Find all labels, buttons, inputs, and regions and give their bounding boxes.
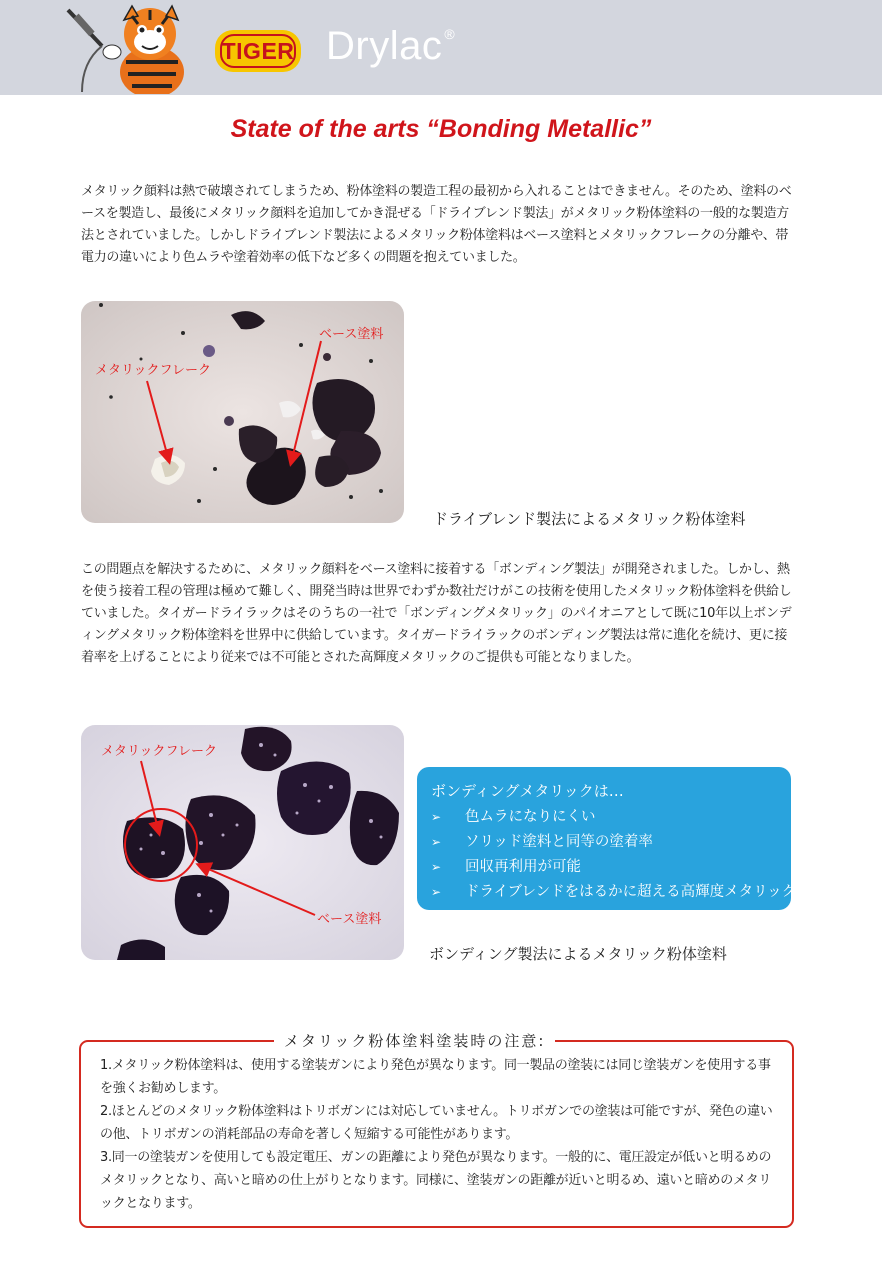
intro-paragraph: メタリック顔料は熱で破壊されてしまうため、粉体塗料の製造工程の最初から入れることはできません。そのため、塗料のベースを製造し、最後にメタリック顔料を追加してかき混ぜる「ドライブレンド製法」がメタリック粉体塗料の一般的な製造方法とされていました。しかしドライブレンド製法によるメタリック粉体塗料はベース塗料とメタリックフレークの分離や、帯電力の違いにより色ムラや塗着効率の低下など多くの問題を抱えていました。 (81, 184, 792, 265)
arrow-bullet-icon: ➢ (431, 835, 442, 849)
benefit-item (431, 805, 796, 830)
tiger-logo (214, 29, 302, 73)
arrow-bullet-icon: ➢ (431, 860, 442, 874)
benefit-item (431, 855, 796, 880)
arrow-bullet-icon: ➢ (431, 810, 442, 824)
benefit-text: ソリッド塗料と同等の塗着率 (465, 834, 653, 850)
notice-item: 2.ほとんどのメタリック粉体塗料はトリボガンには対応していません。トリボガンでの塗装は可能ですが、発色の違いの他、トリボガンの消耗部品の寿命を著しく短縮する可能性があります。 (100, 1104, 773, 1142)
registered-mark: ® (444, 25, 456, 42)
notice-item: 1.メタリック粉体塗料は、使用する塗装ガンにより発色が異なります。同一製品の塗装には同じ塗装ガンを使用する事を強くお勧めします。 (100, 1058, 771, 1096)
benefit-text: ドライブレンドをはるかに超える高輝度メタリック (465, 884, 797, 900)
bonding-micrograph (81, 725, 404, 960)
base-coat-label-1: ベース塗料 (319, 326, 384, 341)
page-title: State of the arts “Bonding Metallic” (230, 115, 652, 143)
brand-text: Drylac (326, 24, 443, 68)
header-banner (0, 0, 882, 95)
benefits-title: ボンディングメタリックは… (431, 782, 624, 800)
brand-name (326, 24, 455, 69)
benefits-box (417, 767, 797, 910)
metallic-flake-label-1: メタリックフレーク (95, 362, 211, 377)
bonding-caption: ボンディング製法によるメタリック粉体塗料 (429, 945, 727, 963)
bonding-paragraph: この問題点を解決するために、メタリック顔料をベース塗料に接着する「ボンディング製法」が開発されました。しかし、熱を使う接着工程の管理は極めて難しく、開発当時は世界でわずか数社だけがこの技術を使用したメタリック粉体塗料を供給していました。タイガードライラックはそのうちの一社で「ボンディングメタリック」のパイオニアとして既に10年以上ボンディングメタリック粉体塗料を世界中に供給しています。タイガードライラックのボンディング製法は常に進化を続け、更に接着率を上げることにより従来では不可能とされた高輝度メタリックのご提供も可能となりました。 (81, 562, 792, 665)
arrow-bullet-icon: ➢ (431, 885, 442, 899)
benefit-text: 回収再利用が可能 (465, 859, 581, 875)
dry-blend-caption: ドライブレンド製法によるメタリック粉体塗料 (433, 510, 746, 528)
notice-list (100, 1054, 780, 1215)
notice-title: メタリック粉体塗料塗装時の注意: (274, 1030, 555, 1051)
notice-item: 3.同一の塗装ガンを使用しても設定電圧、ガンの距離により発色が異なります。一般的に、電圧設定が低いと明るめのメタリックとなり、高いと暗めの仕上がりとなります。同様に、塗装ガンの距離が近いと明るめ、遠いと暗めのメタリックとなります。 (100, 1150, 772, 1211)
tiger-logo-text: TIGER (221, 38, 295, 64)
benefit-item (431, 880, 796, 905)
benefit-text: 色ムラになりにくい (465, 809, 596, 825)
metallic-flake-label-2: メタリックフレーク (101, 743, 217, 758)
base-coat-label-2: ベース塗料 (317, 911, 382, 926)
benefits-list (431, 805, 796, 905)
tiger-mascot-icon (62, 2, 192, 94)
benefit-item (431, 830, 796, 855)
dry-blend-micrograph (81, 301, 404, 523)
